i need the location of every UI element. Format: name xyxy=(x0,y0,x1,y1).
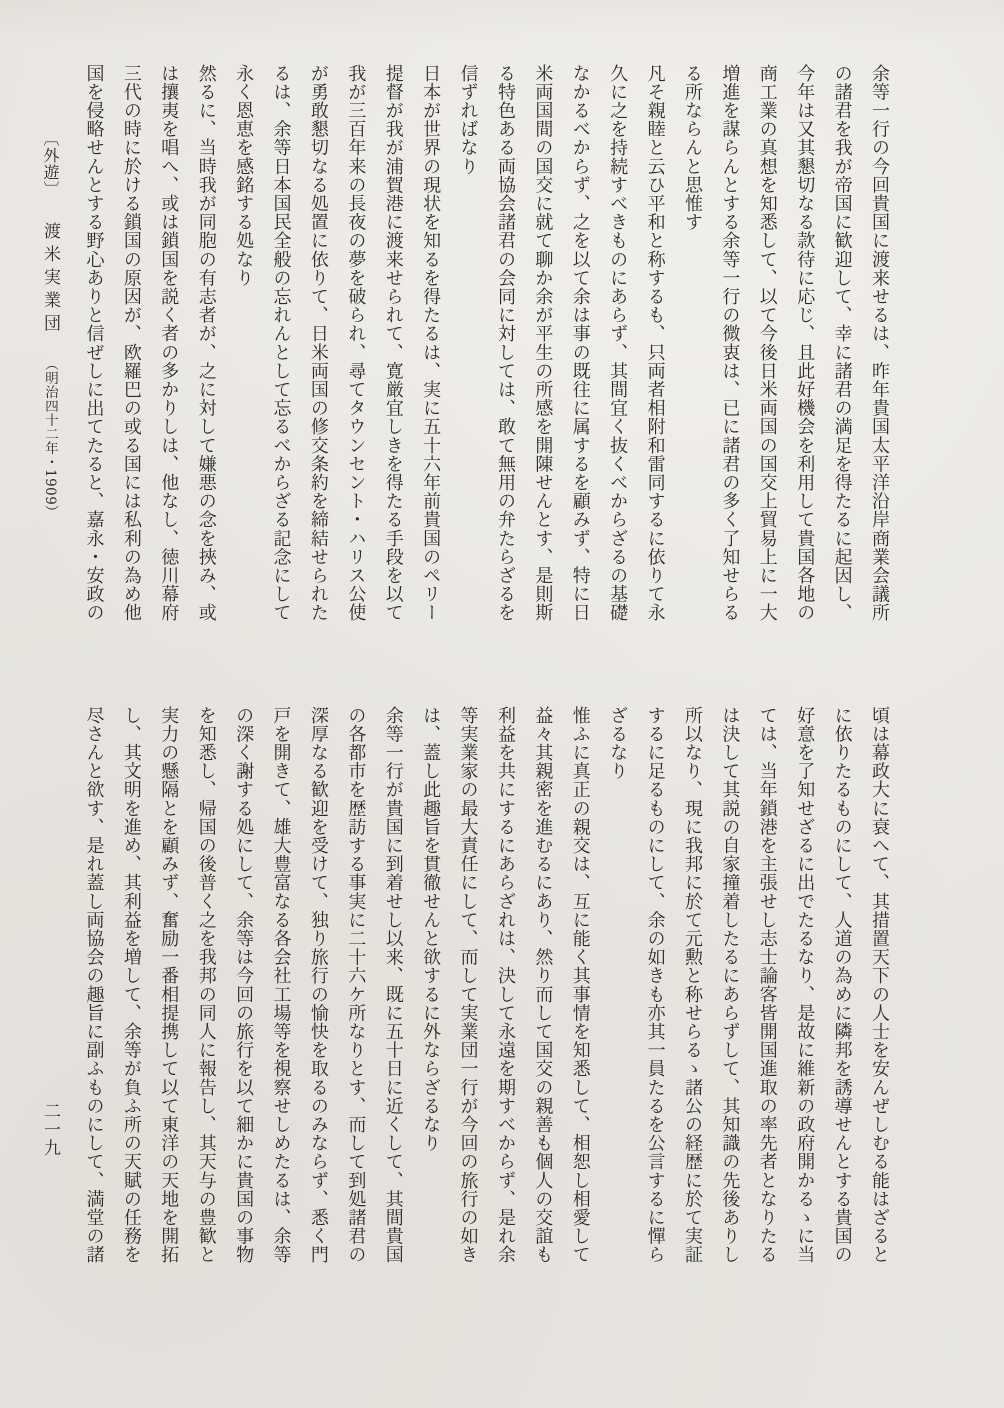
text-line: 米両国間の国交に就て聊か余が平生の所感を開陳せんとす、是則斯 xyxy=(532,64,554,622)
text-line: 国を侵略せんとする野心ありと信ぜしに出てたると、嘉永・安政の xyxy=(83,64,105,622)
text-line: するに足るものにして、余の如きも亦其一員たるを公言するに憚ら xyxy=(644,706,666,1264)
text-line: 今年は又其懇切なる款待に応じ、且此好機会を利用して貴国各地の xyxy=(794,64,816,622)
text-line: 惟ふに真正の親交は、互に能く其事情を知悉して、相恕し相愛して xyxy=(569,706,591,1264)
text-line: ざるなり xyxy=(607,706,629,781)
text-line: 凡そ親睦と云ひ平和と称するも、只両者相附和雷同するに依りて永 xyxy=(644,64,666,622)
text-line: 実力の懸隔とを顧みず、奮励一番相提携して以て東洋の天地を開拓 xyxy=(158,706,180,1264)
text-line: 増進を謀らんとする余等一行の微衷は、已に諸君の多く了知せらる xyxy=(719,64,741,622)
text-line: に依りたるものにして、人道の為めに隣邦を誘導せんとする貴国の xyxy=(831,706,853,1264)
text-line: るは、余等日本国民全般の忘れんとして忘るべからざる記念にして xyxy=(270,64,292,622)
text-line: 尽さんと欲す、是れ蓋し両協会の趣旨に副ふものにして、満堂の諸 xyxy=(83,706,105,1264)
text-line: の各都市を歴訪する事実に二十六ケ所なりとす、而して到処諸君の xyxy=(345,706,367,1264)
text-line: 久に之を持続すべきものにあらず、其間宜く抜くべからざるの基礎 xyxy=(607,64,629,622)
text-line: は、蓋し此趣旨を貫徹せんと欲するに外ならざるなり xyxy=(420,706,442,1153)
text-line: る特色ある両協会諸君の会同に対しては、敢て無用の弁たらざるを xyxy=(494,64,516,622)
text-line: 益々其親密を進むるにあり、然り而して国交の親善も個人の交誼も xyxy=(532,706,554,1264)
text-line: の深く謝する処にして、余等は今回の旅行を以て細かに貴国の事物 xyxy=(233,706,255,1264)
text-line: 利益を共にするにあらざれは、決して永遠を期すべからず、是れ余 xyxy=(494,706,516,1264)
text-block-bottom xyxy=(74,706,898,1266)
text-line: る所ならんと思惟す xyxy=(681,64,703,232)
text-line: は攘夷を唱へ、或は鎖国を説く者の多かりしは、他なし、徳川幕府 xyxy=(158,64,180,622)
text-line: 深厚なる歓迎を受けて、独り旅行の愉快を取るのみならず、悉く門 xyxy=(307,706,329,1264)
text-line: 等実業家の最大責任にして、而して実業団一行が今回の旅行の如き xyxy=(457,706,479,1264)
text-line: 永く恩恵を感銘する処なり xyxy=(233,64,255,288)
text-line: 余等一行が貴国に到着せし以来、既に五十日に近くして、其間貴国 xyxy=(382,706,404,1264)
text-line: なかるべからず、之を以て余は事の既往に属するを顧みず、特に日 xyxy=(569,64,591,622)
text-line: 余等一行の今回貴国に渡来せるは、昨年貴国太平洋沿岸商業会議所 xyxy=(869,64,890,622)
running-header xyxy=(38,130,63,600)
text-line: し、其文明を進め、其利益を増して、余等が負ふ所の天賦の任務を xyxy=(120,706,142,1264)
text-line: 頃は幕政大に衰へて、其措置天下の人士を安んぜしむる能はざると xyxy=(869,706,890,1264)
text-line: 我が三百年来の長夜の夢を破られ、尋てタウンセント・ハリス公使 xyxy=(345,64,367,622)
header-year: （明治四十二年・1909） xyxy=(42,357,58,520)
text-line: 日本が世界の現状を知るを得たるは、実に五十六年前貴国のペリー xyxy=(420,64,442,622)
text-line: 三代の時に於ける鎖国の原因が、欧羅巴の或る国には私利の為め他 xyxy=(120,64,142,622)
text-block-top xyxy=(74,64,898,630)
text-line: の諸君を我が帝国に歓迎して、幸に諸君の満足を得たるに起因し、 xyxy=(831,64,853,622)
text-line: 然るに、当時我が同胞の有志者が、之に対して嫌悪の念を挾み、或 xyxy=(195,64,217,622)
text-line: ては、当年鎖港を主張せし志士論客皆開国進取の率先者となりたる xyxy=(756,706,778,1264)
page-number: 二一九 xyxy=(40,1102,60,1158)
text-line: は決して其説の自家撞着したるにあらずして、其知識の先後ありし xyxy=(719,706,741,1264)
text-line: が勇敢懇切なる処置に依りて、日米両国の修交条約を締結せられた xyxy=(307,64,329,622)
text-line: 信ずればなり xyxy=(457,64,479,176)
header-title: 渡米実業団 xyxy=(40,222,60,338)
text-line: 提督が我が浦賀港に渡来せられて、寛厳宜しきを得たる手段を以て xyxy=(382,64,404,622)
text-line: を知悉し、帰国の後普く之を我邦の同人に報告し、其天与の豊歓と xyxy=(195,706,217,1264)
header-category: 〔外遊〕 xyxy=(41,130,60,198)
text-line: 所以なり、現に我邦に於て元勲と称せらるゝ諸公の経歴に於て実証 xyxy=(681,706,703,1264)
text-line: 戸を開きて、雄大豊富なる各会社工場等を視察せしめたるは、余等 xyxy=(270,706,292,1264)
text-line: 好意を了知せざるに出でたるなり、是故に維新の政府開かるゝに当 xyxy=(794,706,816,1264)
text-line: 商工業の真想を知悉して、以て今後日米両国の国交上貿易上に一大 xyxy=(756,64,778,622)
